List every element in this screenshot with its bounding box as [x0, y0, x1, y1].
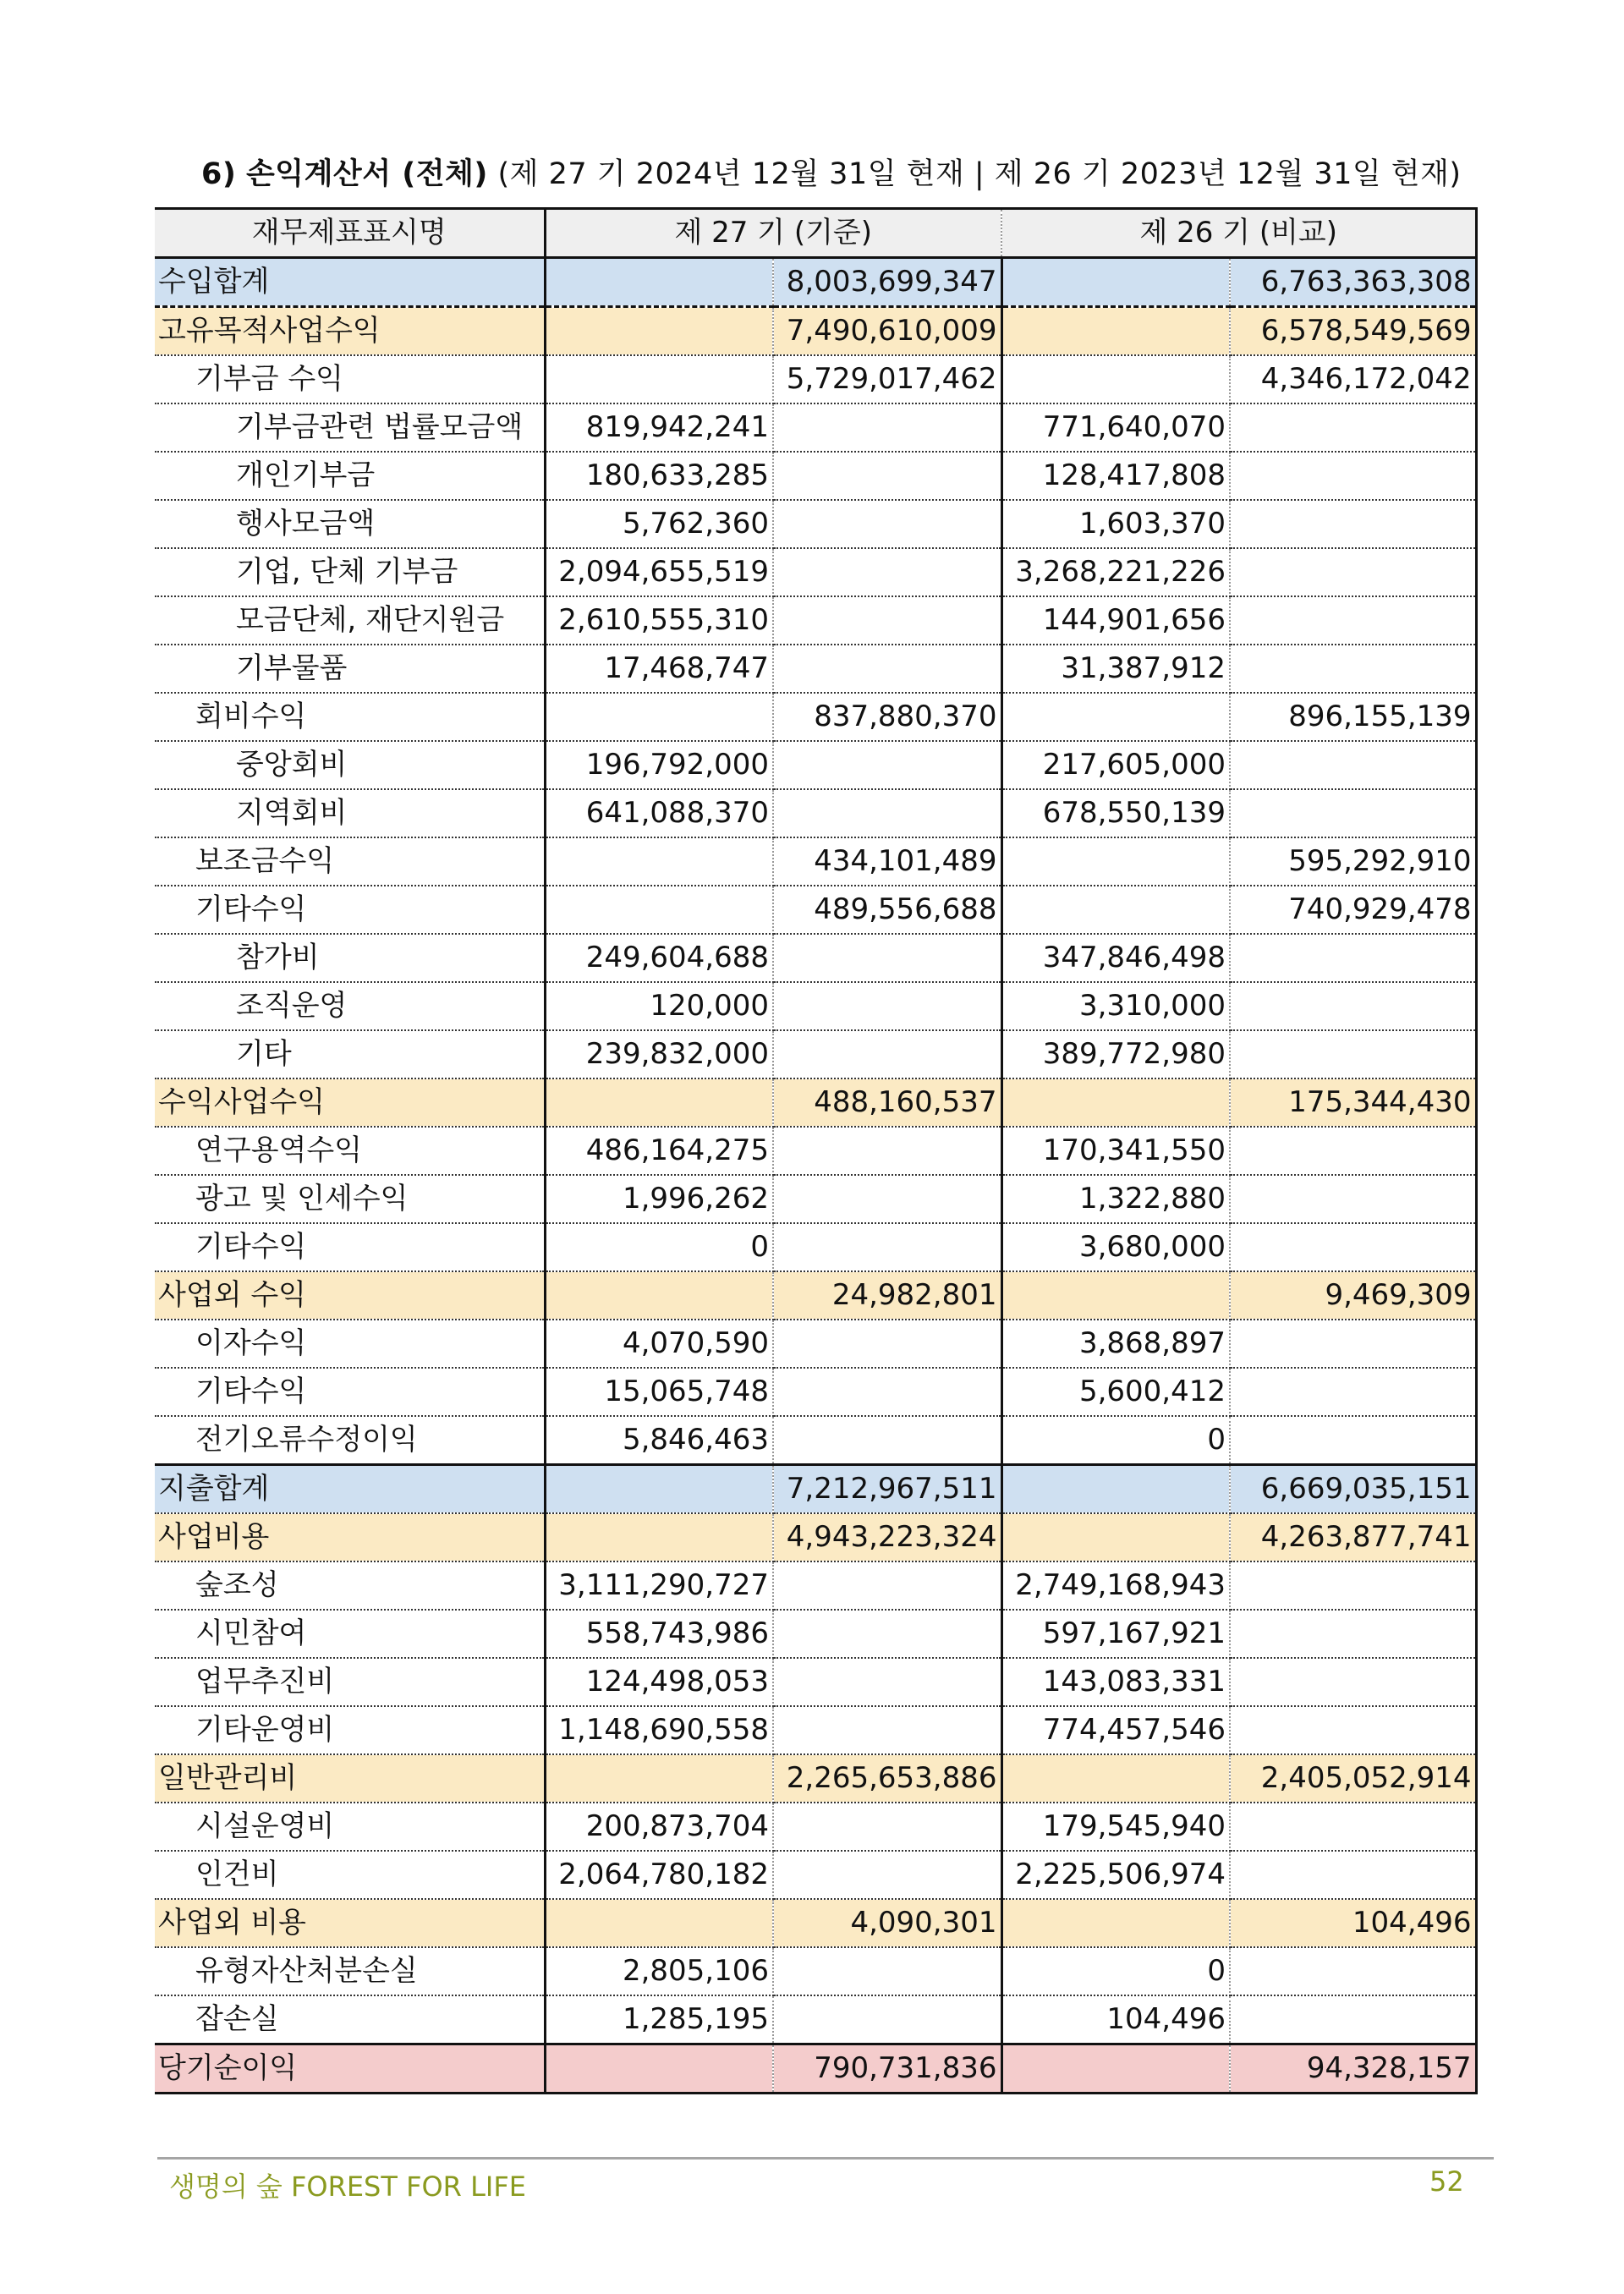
table-row [155, 1416, 1476, 1465]
current-total-amount [773, 982, 1001, 1030]
account-label: 회비수익 [155, 693, 545, 741]
previous-total-amount [1230, 548, 1476, 596]
previous-total-amount [1230, 1995, 1476, 2044]
previous-total-amount [1230, 789, 1476, 837]
previous-total-amount: 94,328,157 [1230, 2044, 1476, 2094]
previous-detail-amount: 3,268,221,226 [1001, 548, 1230, 596]
current-total-amount: 7,212,967,511 [773, 1465, 1001, 1514]
current-total-amount [773, 1851, 1001, 1899]
current-total-amount [773, 403, 1001, 452]
account-label: 당기순이익 [155, 2044, 545, 2094]
current-total-amount [773, 1175, 1001, 1223]
current-total-amount [773, 1658, 1001, 1706]
account-label: 잡손실 [155, 1995, 545, 2044]
current-detail-amount [545, 886, 773, 934]
previous-detail-amount: 771,640,070 [1001, 403, 1230, 452]
account-label: 광고 및 인세수익 [155, 1175, 545, 1223]
table-row [155, 1947, 1476, 1995]
table-row [155, 1899, 1476, 1947]
account-label: 기타수익 [155, 1223, 545, 1271]
previous-total-amount: 595,292,910 [1230, 837, 1476, 886]
account-label: 수입합계 [155, 258, 545, 307]
account-label: 연구용역수익 [155, 1127, 545, 1175]
income-statement-table [155, 207, 1478, 2094]
current-detail-amount [545, 1899, 773, 1947]
table-row [155, 1851, 1476, 1899]
current-detail-amount: 180,633,285 [545, 452, 773, 500]
table-row [155, 1271, 1476, 1320]
current-total-amount: 837,880,370 [773, 693, 1001, 741]
current-detail-amount [545, 693, 773, 741]
current-total-amount: 488,160,537 [773, 1078, 1001, 1127]
current-detail-amount: 120,000 [545, 982, 773, 1030]
table-row [155, 934, 1476, 982]
current-detail-amount: 17,468,747 [545, 645, 773, 693]
previous-total-amount: 4,346,172,042 [1230, 355, 1476, 403]
page-number: 52 [1429, 2165, 1464, 2198]
current-detail-amount: 2,094,655,519 [545, 548, 773, 596]
previous-total-amount: 2,405,052,914 [1230, 1754, 1476, 1803]
table-row [155, 741, 1476, 789]
current-detail-amount: 200,873,704 [545, 1803, 773, 1851]
table-row [155, 886, 1476, 934]
previous-total-amount: 104,496 [1230, 1899, 1476, 1947]
current-total-amount: 489,556,688 [773, 886, 1001, 934]
table-row [155, 403, 1476, 452]
current-detail-amount: 1,148,690,558 [545, 1706, 773, 1754]
account-label: 고유목적사업수익 [155, 307, 545, 356]
current-total-amount: 4,943,223,324 [773, 1513, 1001, 1561]
table-row [155, 1223, 1476, 1271]
current-detail-amount: 4,070,590 [545, 1320, 773, 1368]
table-row [155, 1803, 1476, 1851]
current-total-amount: 7,490,610,009 [773, 307, 1001, 356]
current-detail-amount: 1,285,195 [545, 1995, 773, 2044]
table-row [155, 1368, 1476, 1416]
current-detail-amount [545, 355, 773, 403]
current-total-amount: 2,265,653,886 [773, 1754, 1001, 1803]
current-detail-amount: 5,762,360 [545, 500, 773, 548]
previous-total-amount [1230, 500, 1476, 548]
previous-detail-amount: 5,600,412 [1001, 1368, 1230, 1416]
current-total-amount [773, 1610, 1001, 1658]
account-label: 유형자산처분손실 [155, 1947, 545, 1995]
table-row [155, 837, 1476, 886]
current-total-amount [773, 500, 1001, 548]
current-total-amount [773, 452, 1001, 500]
previous-detail-amount [1001, 1754, 1230, 1803]
current-total-amount [773, 548, 1001, 596]
table-row [155, 1465, 1476, 1514]
previous-total-amount [1230, 403, 1476, 452]
previous-detail-amount: 3,868,897 [1001, 1320, 1230, 1368]
previous-total-amount [1230, 741, 1476, 789]
table-row [155, 1995, 1476, 2044]
current-total-amount: 24,982,801 [773, 1271, 1001, 1320]
previous-total-amount [1230, 1803, 1476, 1851]
current-total-amount [773, 1561, 1001, 1610]
previous-detail-amount [1001, 1899, 1230, 1947]
current-detail-amount: 5,846,463 [545, 1416, 773, 1465]
previous-total-amount: 6,669,035,151 [1230, 1465, 1476, 1514]
previous-detail-amount [1001, 2044, 1230, 2094]
previous-total-amount [1230, 1851, 1476, 1899]
table-header-row [155, 209, 1476, 258]
table-row [155, 596, 1476, 645]
account-label: 일반관리비 [155, 1754, 545, 1803]
previous-detail-amount: 0 [1001, 1947, 1230, 1995]
previous-total-amount: 9,469,309 [1230, 1271, 1476, 1320]
previous-detail-amount: 389,772,980 [1001, 1030, 1230, 1078]
previous-detail-amount [1001, 1271, 1230, 1320]
account-label: 중앙회비 [155, 741, 545, 789]
current-detail-amount [545, 307, 773, 356]
current-detail-amount: 2,610,555,310 [545, 596, 773, 645]
current-detail-amount: 558,743,986 [545, 1610, 773, 1658]
table-row [155, 982, 1476, 1030]
current-total-amount: 434,101,489 [773, 837, 1001, 886]
current-total-amount [773, 1223, 1001, 1271]
previous-detail-amount [1001, 837, 1230, 886]
current-total-amount: 4,090,301 [773, 1899, 1001, 1947]
section-number: 6) [201, 157, 237, 191]
account-label: 지역회비 [155, 789, 545, 837]
table-row [155, 452, 1476, 500]
current-detail-amount: 2,064,780,182 [545, 1851, 773, 1899]
account-label: 참가비 [155, 934, 545, 982]
previous-detail-amount: 3,310,000 [1001, 982, 1230, 1030]
current-detail-amount [545, 1754, 773, 1803]
table-row [155, 1320, 1476, 1368]
current-total-amount [773, 934, 1001, 982]
table-row [155, 645, 1476, 693]
previous-detail-amount: 143,083,331 [1001, 1658, 1230, 1706]
section-title: 손익계산서 (전체) [246, 157, 488, 191]
table-row [155, 355, 1476, 403]
previous-detail-amount: 217,605,000 [1001, 741, 1230, 789]
previous-detail-amount: 2,225,506,974 [1001, 1851, 1230, 1899]
current-total-amount [773, 596, 1001, 645]
footer-brand: 생명의 숲 FOREST FOR LIFE [169, 2171, 526, 2203]
current-detail-amount: 3,111,290,727 [545, 1561, 773, 1610]
current-detail-amount [545, 1513, 773, 1561]
current-detail-amount: 239,832,000 [545, 1030, 773, 1078]
current-detail-amount [545, 1271, 773, 1320]
header-previous-period: 제 26 기 (비교) [1001, 209, 1476, 258]
account-label: 사업외 비용 [155, 1899, 545, 1947]
current-total-amount [773, 1368, 1001, 1416]
table-row [155, 1513, 1476, 1561]
account-label: 기타 [155, 1030, 545, 1078]
current-detail-amount [545, 1078, 773, 1127]
current-detail-amount: 819,942,241 [545, 403, 773, 452]
previous-total-amount [1230, 1030, 1476, 1078]
previous-detail-amount: 128,417,808 [1001, 452, 1230, 500]
previous-total-amount: 4,263,877,741 [1230, 1513, 1476, 1561]
section-subtitle: (제 27 기 2024년 12월 31일 현재 | 제 26 기 2023년 12월 31일 현재) [497, 157, 1462, 191]
previous-total-amount [1230, 1223, 1476, 1271]
table-row [155, 693, 1476, 741]
current-detail-amount: 196,792,000 [545, 741, 773, 789]
account-label: 지출합계 [155, 1465, 545, 1514]
table-row [155, 1078, 1476, 1127]
table-row [155, 258, 1476, 307]
previous-detail-amount: 0 [1001, 1416, 1230, 1465]
current-total-amount [773, 1030, 1001, 1078]
account-label: 기업, 단체 기부금 [155, 548, 545, 596]
current-total-amount: 8,003,699,347 [773, 258, 1001, 307]
previous-detail-amount: 170,341,550 [1001, 1127, 1230, 1175]
table-row [155, 1754, 1476, 1803]
current-detail-amount [545, 1465, 773, 1514]
table-row [155, 1127, 1476, 1175]
previous-detail-amount: 678,550,139 [1001, 789, 1230, 837]
current-total-amount [773, 1947, 1001, 1995]
account-label: 수익사업수익 [155, 1078, 545, 1127]
account-label: 기부금관련 법률모금액 [155, 403, 545, 452]
previous-total-amount [1230, 1561, 1476, 1610]
previous-total-amount [1230, 596, 1476, 645]
account-label: 시설운영비 [155, 1803, 545, 1851]
current-total-amount [773, 1995, 1001, 2044]
previous-detail-amount [1001, 355, 1230, 403]
table-row [155, 1030, 1476, 1078]
previous-detail-amount: 144,901,656 [1001, 596, 1230, 645]
previous-detail-amount: 774,457,546 [1001, 1706, 1230, 1754]
account-label: 기타수익 [155, 886, 545, 934]
previous-total-amount [1230, 1610, 1476, 1658]
previous-detail-amount [1001, 693, 1230, 741]
current-total-amount [773, 1127, 1001, 1175]
table-row [155, 1175, 1476, 1223]
account-label: 행사모금액 [155, 500, 545, 548]
current-detail-amount: 0 [545, 1223, 773, 1271]
previous-detail-amount: 1,603,370 [1001, 500, 1230, 548]
current-detail-amount: 124,498,053 [545, 1658, 773, 1706]
previous-detail-amount [1001, 1078, 1230, 1127]
table-row [155, 1561, 1476, 1610]
current-total-amount [773, 645, 1001, 693]
previous-detail-amount [1001, 1513, 1230, 1561]
previous-total-amount [1230, 1175, 1476, 1223]
previous-total-amount [1230, 1368, 1476, 1416]
table-row [155, 1706, 1476, 1754]
previous-total-amount [1230, 1706, 1476, 1754]
account-label: 기부금 수익 [155, 355, 545, 403]
current-total-amount [773, 1416, 1001, 1465]
previous-total-amount [1230, 1416, 1476, 1465]
account-label: 시민참여 [155, 1610, 545, 1658]
current-total-amount [773, 1320, 1001, 1368]
account-label: 조직운영 [155, 982, 545, 1030]
current-total-amount [773, 1706, 1001, 1754]
previous-detail-amount: 104,496 [1001, 1995, 1230, 2044]
account-label: 개인기부금 [155, 452, 545, 500]
previous-total-amount [1230, 982, 1476, 1030]
table-row [155, 500, 1476, 548]
header-account-name: 재무제표표시명 [155, 209, 545, 258]
previous-total-amount [1230, 1658, 1476, 1706]
previous-total-amount [1230, 1127, 1476, 1175]
previous-total-amount: 6,578,549,569 [1230, 307, 1476, 356]
current-detail-amount: 486,164,275 [545, 1127, 773, 1175]
previous-total-amount: 6,763,363,308 [1230, 258, 1476, 307]
header-current-period: 제 27 기 (기준) [545, 209, 1001, 258]
current-detail-amount: 2,805,106 [545, 1947, 773, 1995]
current-total-amount [773, 1803, 1001, 1851]
previous-total-amount [1230, 934, 1476, 982]
previous-total-amount: 175,344,430 [1230, 1078, 1476, 1127]
account-label: 기부물품 [155, 645, 545, 693]
previous-detail-amount: 3,680,000 [1001, 1223, 1230, 1271]
account-label: 사업비용 [155, 1513, 545, 1561]
previous-detail-amount: 179,545,940 [1001, 1803, 1230, 1851]
current-detail-amount [545, 837, 773, 886]
table-row [155, 2044, 1476, 2094]
previous-total-amount [1230, 452, 1476, 500]
table-row [155, 307, 1476, 356]
account-label: 모금단체, 재단지원금 [155, 596, 545, 645]
account-label: 보조금수익 [155, 837, 545, 886]
current-detail-amount: 1,996,262 [545, 1175, 773, 1223]
previous-detail-amount [1001, 1465, 1230, 1514]
previous-total-amount: 740,929,478 [1230, 886, 1476, 934]
previous-detail-amount: 597,167,921 [1001, 1610, 1230, 1658]
previous-detail-amount [1001, 307, 1230, 356]
account-label: 사업외 수익 [155, 1271, 545, 1320]
previous-total-amount [1230, 1320, 1476, 1368]
previous-detail-amount: 31,387,912 [1001, 645, 1230, 693]
section-heading [201, 151, 1462, 193]
current-total-amount [773, 741, 1001, 789]
previous-detail-amount [1001, 886, 1230, 934]
current-total-amount: 790,731,836 [773, 2044, 1001, 2094]
previous-total-amount: 896,155,139 [1230, 693, 1476, 741]
account-label: 기타운영비 [155, 1706, 545, 1754]
current-detail-amount: 641,088,370 [545, 789, 773, 837]
current-total-amount [773, 789, 1001, 837]
previous-detail-amount: 347,846,498 [1001, 934, 1230, 982]
table-row [155, 548, 1476, 596]
account-label: 기타수익 [155, 1368, 545, 1416]
previous-detail-amount: 2,749,168,943 [1001, 1561, 1230, 1610]
previous-total-amount [1230, 645, 1476, 693]
table-row [155, 1658, 1476, 1706]
current-total-amount: 5,729,017,462 [773, 355, 1001, 403]
current-detail-amount: 15,065,748 [545, 1368, 773, 1416]
previous-total-amount [1230, 1947, 1476, 1995]
previous-detail-amount [1001, 258, 1230, 307]
table-row [155, 789, 1476, 837]
account-label: 숲조성 [155, 1561, 545, 1610]
account-label: 업무추진비 [155, 1658, 545, 1706]
current-detail-amount [545, 2044, 773, 2094]
current-detail-amount: 249,604,688 [545, 934, 773, 982]
current-detail-amount [545, 258, 773, 307]
previous-detail-amount: 1,322,880 [1001, 1175, 1230, 1223]
table-row [155, 1610, 1476, 1658]
account-label: 이자수익 [155, 1320, 545, 1368]
account-label: 인건비 [155, 1851, 545, 1899]
account-label: 전기오류수정이익 [155, 1416, 545, 1465]
footer-divider [157, 2157, 1494, 2160]
